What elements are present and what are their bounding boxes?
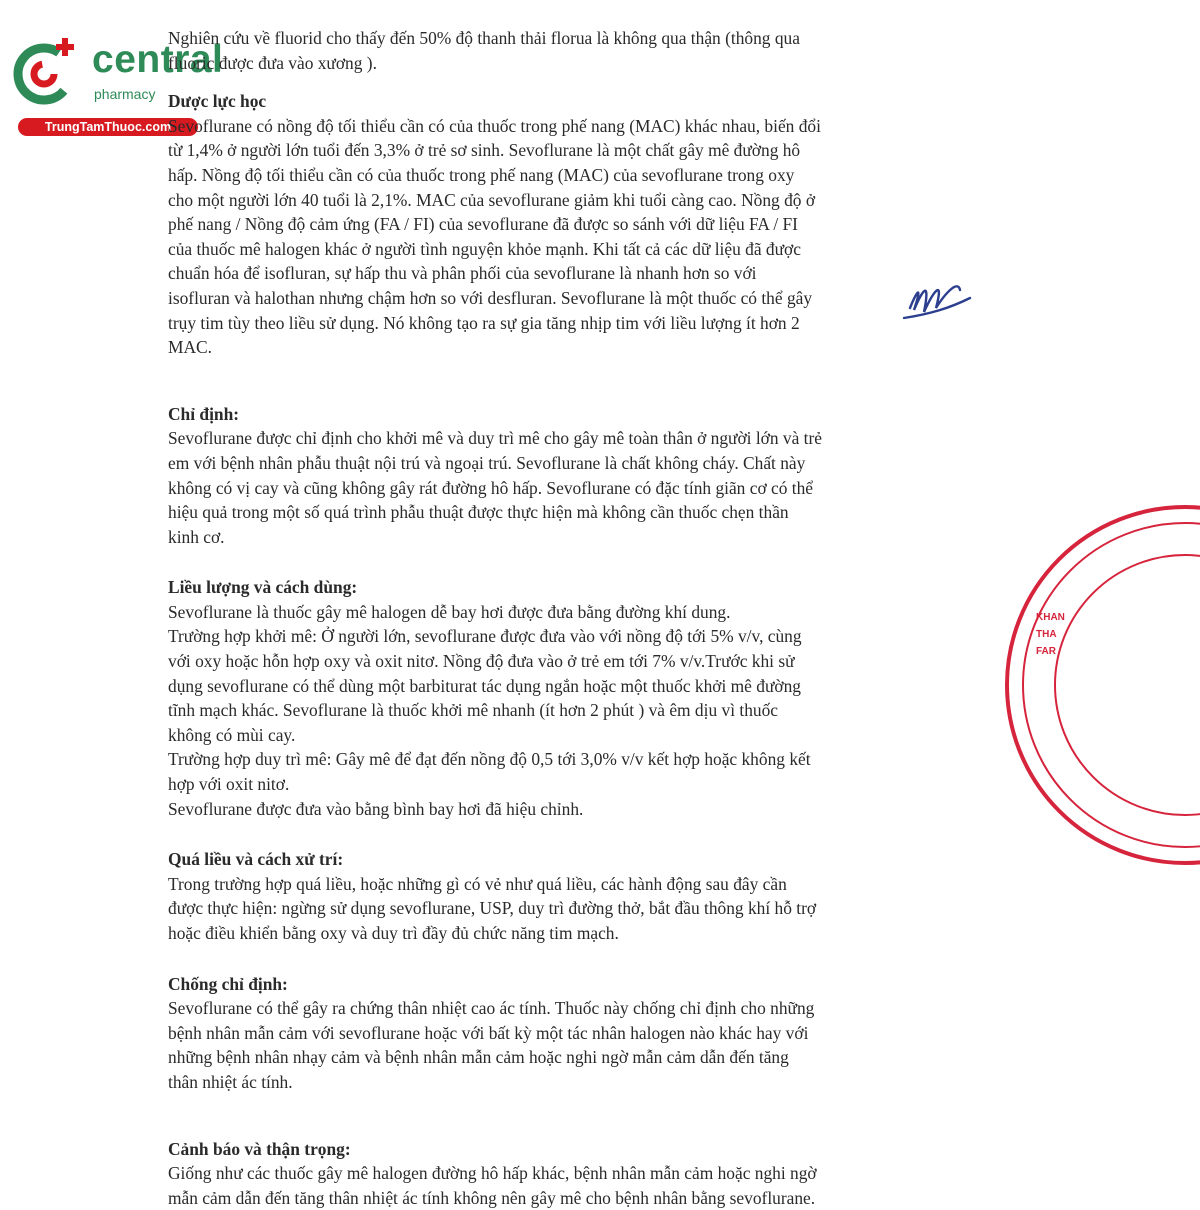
stamp-line: KHAN — [1036, 612, 1065, 623]
section-heading: Dược lực học — [168, 91, 267, 112]
text-line: dụng sevoflurane có thể dùng một barbiturat tác dụng ngắn hoặc một thuốc khởi mê đường — [168, 675, 801, 696]
text-line: những bệnh nhân nhạy cảm và bệnh nhân mẫn cảm hoặc nghi ngờ mẫn cảm dẫn đến tăng — [168, 1047, 789, 1068]
pharmacy-cross-icon — [10, 36, 90, 116]
text-line: isofluran và halothan nhưng chậm hơn so với desfluran. Sevoflurane là một thuốc có thể gây — [168, 287, 813, 308]
text-line: từ 1,4% ở người lớn tuổi đến 3,3% ở trẻ sơ sinh. Sevoflurane là một chất gây mê đường hô — [168, 140, 801, 161]
text-line: trụy tim tùy theo liều sử dụng. Nó không tạo ra sự gia tăng nhịp tim với liều lượng ít hơn 2 — [168, 312, 800, 333]
section-heading: Chỉ định: — [168, 403, 240, 424]
text-line: hợp với oxit nitơ. — [168, 774, 290, 795]
signature-mark — [900, 268, 980, 348]
text-line: Giống như các thuốc gây mê halogen đường hô hấp khác, bệnh nhân mẫn cảm hoặc nghi ngờ — [168, 1163, 817, 1184]
company-stamp — [1000, 515, 1065, 885]
text-line: không có mùi cay. — [168, 724, 296, 745]
text-line: mẫn cảm dẫn đến tăng thân nhiệt ác tính không nên gây mê cho bệnh nhân bằng sevoflurane. — [168, 1187, 816, 1208]
text-line: cho một người lớn 40 tuổi là 2,1%. MAC của sevoflurane giảm khi tuổi càng cao. Nồng độ ở — [168, 189, 816, 210]
text-line: phế nang / Nồng độ cảm ứng (FA / FI) của sevoflurane đã được so sánh với dữ liệu FA / FI — [168, 214, 798, 235]
section-lieu-luong — [168, 575, 913, 821]
section-qua-lieu — [168, 847, 913, 945]
text-line: fluoric được đưa vào xương ). — [168, 52, 377, 73]
text-line: Trong trường hợp quá liều, hoặc những gì có vẻ như quá liều, các hành động sau đây cần — [168, 873, 787, 894]
stamp-line: THA — [1036, 629, 1057, 640]
text-line: hiệu quả trong một số quá trình phẫu thuật được thực hiện mà không cần thuốc chẹn thần — [168, 502, 789, 523]
text-line: Sevoflurane có nồng độ tối thiểu cần có của thuốc trong phế nang (MAC) khác nhau, biến đổi — [168, 115, 821, 136]
text-line: tĩnh mạch khác. Sevoflurane là thuốc khởi mê nhanh (ít hơn 2 phút ) và êm dịu vì thuốc — [168, 700, 779, 721]
text-line: hấp. Nồng độ tối thiểu cần có của thuốc trong phế nang (MAC) của sevoflurane trong oxy — [168, 164, 795, 185]
intro-paragraph — [168, 26, 913, 75]
document-body — [168, 26, 913, 1210]
text-line: Trường hợp duy trì mê: Gây mê để đạt đến nồng độ 0,5 tới 3,0% v/v kết hợp hoặc không kết — [168, 749, 811, 770]
section-heading: Liều lượng và cách dùng: — [168, 577, 358, 598]
section-heading: Quá liều và cách xử trí: — [168, 849, 344, 870]
logo-sub-text: pharmacy — [94, 86, 156, 102]
logo-website-bar: TrungTamThuoc.com — [18, 118, 198, 136]
section-heading: Chống chỉ định: — [168, 973, 288, 994]
text-line: Trường hợp khởi mê: Ở người lớn, sevoflurane được đưa vào với nồng độ tới 5% v/v, cùng — [168, 626, 802, 647]
section-heading: Cảnh báo và thận trọng: — [168, 1138, 351, 1159]
text-line: chuẩn hóa để isofluran, sự hấp thu và phân phối của sevoflurane là nhanh hơn so với — [168, 263, 757, 284]
text-line: thân nhiệt ác tính. — [168, 1071, 293, 1092]
text-line: Sevoflurane có thể gây ra chứng thân nhiệt cao ác tính. Thuốc này chống chỉ định cho những — [168, 998, 815, 1019]
section-chong-chi-dinh — [168, 972, 913, 1095]
text-line: Sevoflurane được đưa vào bằng bình bay hơi đã hiệu chỉnh. — [168, 798, 584, 819]
text-line: bệnh nhân mẫn cảm với sevoflurane hoặc với bất kỳ một tác nhân halogen nào khác hay với — [168, 1022, 809, 1043]
text-line: em với bệnh nhân phẫu thuật nội trú và ngoại trú. Sevoflurane là chất không cháy. Chất này — [168, 452, 806, 473]
stamp-line: FAR — [1036, 646, 1056, 657]
text-line: kinh cơ. — [168, 526, 225, 547]
text-line: Sevoflurane được chỉ định cho khởi mê và duy trì mê cho gây mê toàn thân ở người lớn và trẻ — [168, 428, 823, 449]
text-line: không có vị cay và cũng không gây rát đường hô hấp. Sevoflurane có đặc tính giãn cơ có thể — [168, 477, 813, 498]
text-line: được thực hiện: ngừng sử dụng sevoflurane, USP, duy trì đường thở, bắt đầu thông khí hỗ trợ — [168, 898, 817, 919]
text-line: của thuốc mê halogen khác ở người tình nguyện khỏe mạnh. Khi tất cả các dữ liệu đã được — [168, 238, 801, 259]
text-line: với oxy hoặc hỗn hợp oxy và oxit nitơ. Nồng độ đưa vào ở trẻ em tới 7% v/v.Trước khi sử — [168, 651, 795, 672]
section-duoc-luc-hoc — [168, 89, 913, 360]
text-line: hoặc điều khiển bằng oxy và duy trì đầy đủ chức năng tim mạch. — [168, 923, 619, 943]
section-chi-dinh — [168, 402, 913, 550]
text-line: MAC. — [168, 337, 212, 358]
section-canh-bao — [168, 1137, 913, 1210]
text-line: Sevoflurane là thuốc gây mê halogen dễ bay hơi được đưa bằng đường khí dung. — [168, 601, 731, 622]
text-line: Nghiên cứu về fluorid cho thấy đến 50% độ thanh thải florua là không qua thận (thông qua — [168, 28, 800, 48]
logo-brand-text: central — [92, 38, 224, 81]
